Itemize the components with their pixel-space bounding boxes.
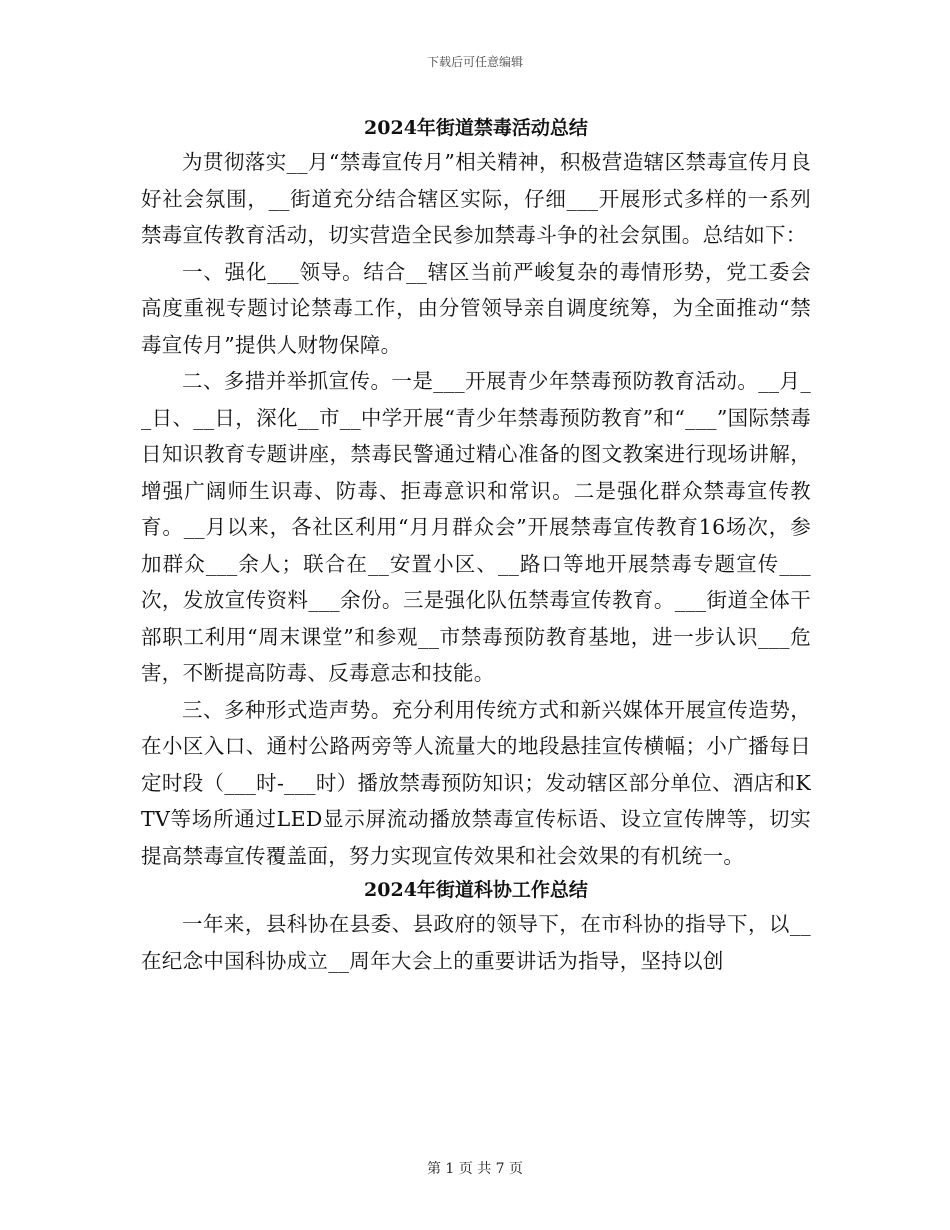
header-note: 下载后可任意编辑 <box>426 55 523 69</box>
paragraph-science-intro: 一年来，县科协在县委、县政府的领导下，在市科协的指导下，以__在纪念中国科协成立__周年大会上的重要讲话为指导，坚持以创 <box>141 912 811 973</box>
paragraph-intro: 为贯彻落实__月“禁毒宣传月”相关精神，积极营造辖区禁毒宣传月良好社会氛围，__街道充分结合辖区实际，仔细___开展形式多样的一系列禁毒宣传教育活动，切实营造全民参加禁毒斗争的社会氛围。总结如下： <box>141 150 811 247</box>
paragraph-leadership: 一、强化___领导。结合__辖区当前严峻复杂的毒情形势，党工委会高度重视专题讨论禁毒工作，由分管领导亲自调度统筹，为全面推动“禁毒宣传月”提供人财物保障。 <box>141 259 811 357</box>
section-title-science-association: 2024年街道科协工作总结 <box>364 879 588 901</box>
paragraph-publicity: 二、多措并举抓宣传。一是___开展青少年禁毒预防教育活动。__月__日、__日，深化__市__中学开展“青少年禁毒预防教育”和“___”国际禁毒日知识教育专题讲座，禁毒民警通过精心准备的图文教案进行现场讲解，增强广阔师生识毒、防毒、拒毒意识和常识。二是强化群众禁毒宣传教育。__月以来，各社区利用“月月群众会”开展禁毒宣传教育16场次，参加群众___余人；联合在__安置小区、__路口等地开展禁毒专题宣传___次，发放宣传资料___余份。三是强化队伍禁毒宣传教育。___街道全体干部职工利用“周末课堂”和参观__市禁毒预防教育基地，进一步认识___危害，不断提高防毒、反毒意志和技能。 <box>141 369 811 685</box>
document-body <box>141 112 811 979</box>
page-number-footer: 第 1 页 共 7 页 <box>426 1161 524 1177</box>
section-title-anti-drug: 2024年街道禁毒活动总结 <box>364 117 588 139</box>
paragraph-momentum: 三、多种形式造声势。充分利用传统方式和新兴媒体开展宣传造势，在小区入口、通村公路两旁等人流量大的地段悬挂宣传横幅；小广播每日定时段（___时-___时）播放禁毒预防知识；发动辖区部分单位、酒店和KTV等场所通过LED显示屏流动播放禁毒宣传标语、设立宣传牌等，切实提高禁毒宣传覆盖面，努力实现宣传效果和社会效果的有机统一。 <box>141 697 811 868</box>
